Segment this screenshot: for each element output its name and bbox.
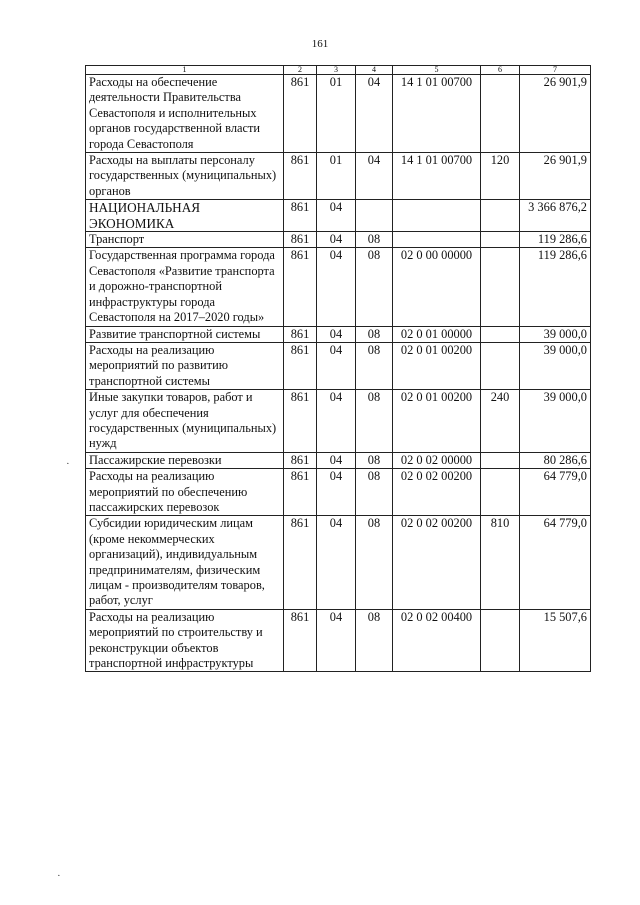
table-row — [86, 516, 591, 609]
item-name-cell: Государственная программа города Севастополя «Развитие транспорта и дорожно-транспортной инфраструктуры города Севастополя на 2017–2020 годы» — [86, 248, 284, 326]
subsection-code-cell: 08 — [356, 232, 393, 248]
item-name-cell: Расходы на реализацию мероприятий по развитию транспортной системы — [86, 342, 284, 389]
expense-type-cell — [481, 200, 520, 232]
item-name-cell: Развитие транспортной системы — [86, 326, 284, 342]
column-number-row — [86, 66, 591, 75]
margin-mark: · — [57, 870, 61, 882]
amount-cell: 80 286,6 — [520, 452, 591, 468]
ministry-code-cell: 861 — [284, 469, 317, 516]
ministry-code-cell: 861 — [284, 390, 317, 453]
section-code-cell: 04 — [317, 390, 356, 453]
item-name-cell: Транспорт — [86, 232, 284, 248]
target-article-cell: 02 0 01 00000 — [393, 326, 481, 342]
amount-cell: 39 000,0 — [520, 326, 591, 342]
column-number: 5 — [393, 66, 481, 75]
expense-type-cell — [481, 452, 520, 468]
target-article-cell: 14 1 01 00700 — [393, 75, 481, 153]
ministry-code-cell: 861 — [284, 516, 317, 609]
column-number: 2 — [284, 66, 317, 75]
item-name-cell: Субсидии юридическим лицам (кроме некоммерческих организаций), индивидуальным предпринимателям, физическим лицам - производителям товаров, работ, услуг — [86, 516, 284, 609]
subsection-code-cell: 08 — [356, 469, 393, 516]
item-name-cell: Расходы на реализацию мероприятий по обеспечению пассажирских перевозок — [86, 469, 284, 516]
section-code-cell: 04 — [317, 452, 356, 468]
expense-type-cell — [481, 232, 520, 248]
ministry-code-cell: 861 — [284, 609, 317, 672]
target-article-cell: 02 0 02 00400 — [393, 609, 481, 672]
ministry-code-cell: 861 — [284, 326, 317, 342]
page-number: 161 — [311, 38, 329, 50]
subsection-code-cell — [356, 200, 393, 232]
ministry-code-cell: 861 — [284, 232, 317, 248]
amount-cell: 64 779,0 — [520, 516, 591, 609]
section-code-cell: 04 — [317, 609, 356, 672]
ministry-code-cell: 861 — [284, 75, 317, 153]
item-name-cell: Расходы на реализацию мероприятий по строительству и реконструкции объектов транспортной инфраструктуры — [86, 609, 284, 672]
amount-cell: 39 000,0 — [520, 342, 591, 389]
section-code-cell: 04 — [317, 248, 356, 326]
table-row — [86, 200, 591, 232]
section-code-cell: 04 — [317, 200, 356, 232]
column-number: 6 — [481, 66, 520, 75]
column-number: 3 — [317, 66, 356, 75]
expense-type-cell: 240 — [481, 390, 520, 453]
subsection-code-cell: 08 — [356, 452, 393, 468]
ministry-code-cell: 861 — [284, 342, 317, 389]
section-code-cell: 01 — [317, 153, 356, 200]
target-article-cell: 14 1 01 00700 — [393, 153, 481, 200]
section-code-cell: 04 — [317, 342, 356, 389]
column-number: 4 — [356, 66, 393, 75]
amount-cell: 119 286,6 — [520, 248, 591, 326]
amount-cell: 3 366 876,2 — [520, 200, 591, 232]
amount-cell: 119 286,6 — [520, 232, 591, 248]
table-row — [86, 342, 591, 389]
amount-cell: 26 901,9 — [520, 153, 591, 200]
subsection-code-cell: 08 — [356, 390, 393, 453]
item-name-cell: Расходы на выплаты персоналу государственных (муниципальных) органов — [86, 153, 284, 200]
item-name-cell: Пассажирские перевозки — [86, 452, 284, 468]
subsection-code-cell: 08 — [356, 609, 393, 672]
ministry-code-cell: 861 — [284, 153, 317, 200]
target-article-cell — [393, 232, 481, 248]
table-row — [86, 248, 591, 326]
target-article-cell: 02 0 00 00000 — [393, 248, 481, 326]
target-article-cell: 02 0 01 00200 — [393, 342, 481, 389]
section-code-cell: 04 — [317, 516, 356, 609]
column-number: 1 — [86, 66, 284, 75]
table-row — [86, 326, 591, 342]
table-row — [86, 390, 591, 453]
amount-cell: 26 901,9 — [520, 75, 591, 153]
column-number: 7 — [520, 66, 591, 75]
target-article-cell: 02 0 02 00200 — [393, 516, 481, 609]
margin-mark: · — [66, 458, 70, 470]
expense-type-cell — [481, 469, 520, 516]
table-row — [86, 75, 591, 153]
table-row — [86, 469, 591, 516]
subsection-code-cell: 08 — [356, 342, 393, 389]
section-code-cell: 01 — [317, 75, 356, 153]
target-article-cell: 02 0 01 00200 — [393, 390, 481, 453]
subsection-code-cell: 04 — [356, 153, 393, 200]
item-name-cell: Иные закупки товаров, работ и услуг для обеспечения государственных (муниципальных) нужд — [86, 390, 284, 453]
expense-type-cell — [481, 75, 520, 153]
section-code-cell: 04 — [317, 232, 356, 248]
subsection-code-cell: 04 — [356, 75, 393, 153]
expense-type-cell — [481, 609, 520, 672]
table-row — [86, 153, 591, 200]
expense-type-cell: 810 — [481, 516, 520, 609]
table-row — [86, 452, 591, 468]
amount-cell: 15 507,6 — [520, 609, 591, 672]
ministry-code-cell: 861 — [284, 248, 317, 326]
amount-cell: 39 000,0 — [520, 390, 591, 453]
amount-cell: 64 779,0 — [520, 469, 591, 516]
target-article-cell: 02 0 02 00000 — [393, 452, 481, 468]
table-row — [86, 609, 591, 672]
target-article-cell: 02 0 02 00200 — [393, 469, 481, 516]
table-row — [86, 232, 591, 248]
section-code-cell: 04 — [317, 326, 356, 342]
expense-type-cell: 120 — [481, 153, 520, 200]
ministry-code-cell: 861 — [284, 452, 317, 468]
subsection-code-cell: 08 — [356, 326, 393, 342]
item-name-cell: НАЦИОНАЛЬНАЯ ЭКОНОМИКА — [86, 200, 284, 232]
expense-type-cell — [481, 342, 520, 389]
item-name-cell: Расходы на обеспечение деятельности Правительства Севастополя и исполнительных органов государственной власти города Севастополя — [86, 75, 284, 153]
budget-table — [85, 65, 591, 672]
expense-type-cell — [481, 248, 520, 326]
section-code-cell: 04 — [317, 469, 356, 516]
ministry-code-cell: 861 — [284, 200, 317, 232]
target-article-cell — [393, 200, 481, 232]
expense-type-cell — [481, 326, 520, 342]
table-body — [86, 75, 591, 672]
subsection-code-cell: 08 — [356, 516, 393, 609]
subsection-code-cell: 08 — [356, 248, 393, 326]
